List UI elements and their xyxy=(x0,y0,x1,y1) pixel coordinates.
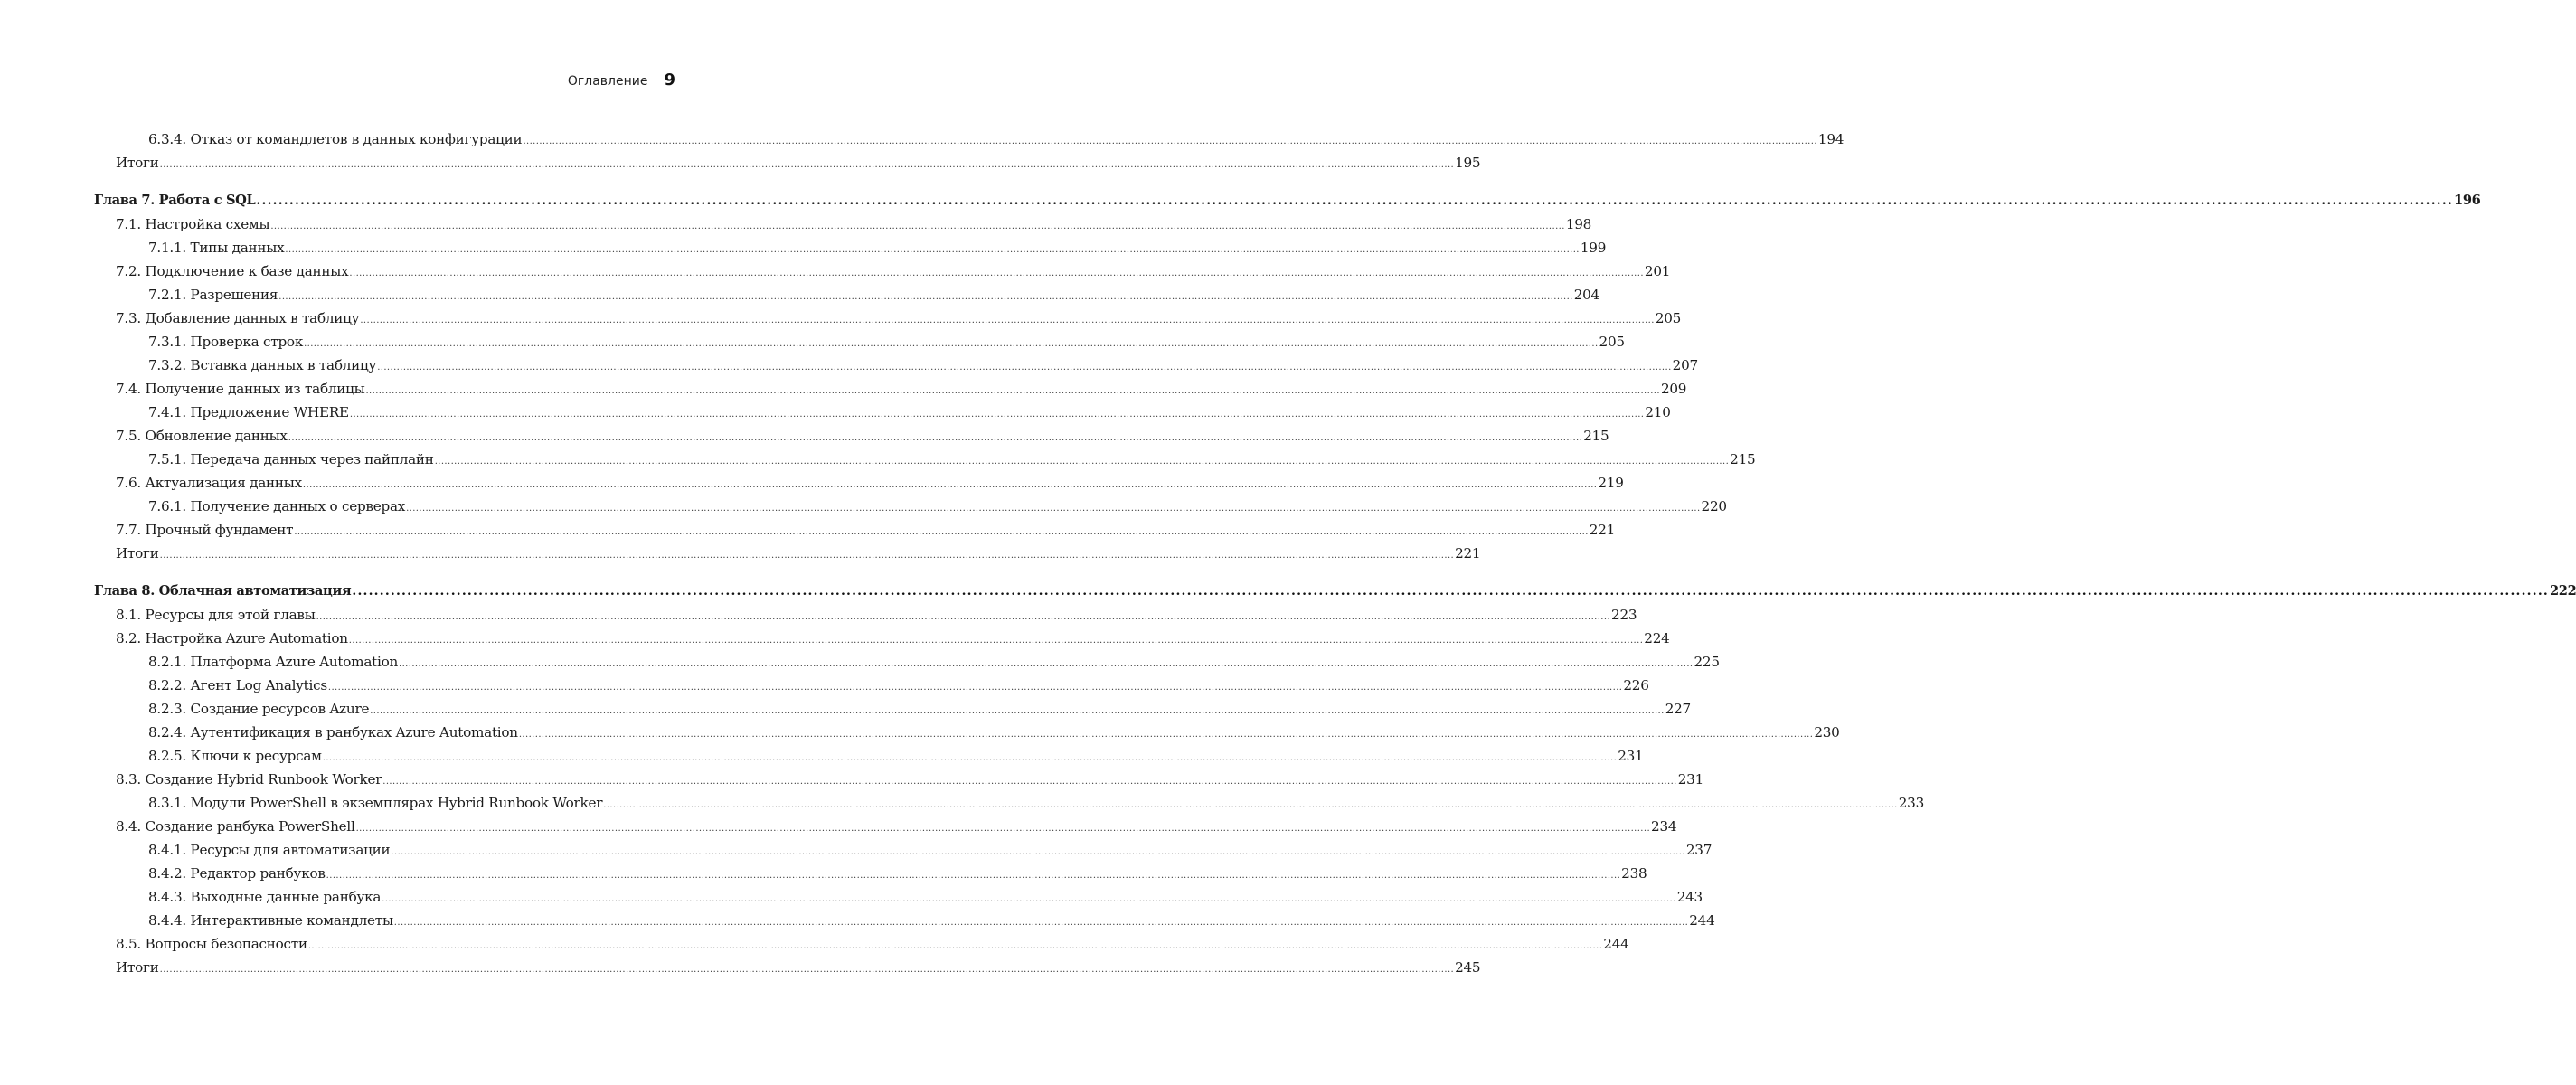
toc-entry-page: 223 xyxy=(1611,607,1637,623)
toc-entry-page: 215 xyxy=(1583,428,1609,444)
toc-entry-page: 204 xyxy=(1573,287,1599,303)
toc-entry-page: 207 xyxy=(1672,357,1698,373)
toc-entry-title: 8.2. Настройка Azure Automation xyxy=(116,630,348,646)
toc-entry[interactable] xyxy=(94,518,1616,542)
dot-leader: ................................................................................................................................................................................................................................................................................................................................................................................................................ xyxy=(382,777,1677,787)
dot-leader: ................................................................................................................................................................................................................................................................................................................................................................................................................ xyxy=(434,457,1730,467)
dot-leader: ................................................................................................................................................................................................................................................................................................................................................................................................................ xyxy=(349,410,1645,420)
dot-leader: ................................................................................................................................................................................................................................................................................................................................................................................................................ xyxy=(302,480,1598,490)
toc-entry-title: 8.4.4. Интерактивные командлеты xyxy=(148,912,393,929)
toc-entry[interactable] xyxy=(94,697,1691,721)
toc-entry[interactable] xyxy=(94,151,1481,175)
toc-entry-page: 195 xyxy=(1455,155,1481,171)
toc-entry[interactable] xyxy=(94,424,1609,448)
toc-entry-title: 7.1. Настройка схемы xyxy=(116,216,270,232)
toc-entry[interactable] xyxy=(94,401,1671,424)
dot-leader: ................................................................................................................................................................................................................................................................................................................................................................................................................ xyxy=(322,753,1618,763)
toc-entry-title: 8.4.2. Редактор ранбуков xyxy=(148,865,326,882)
toc-entry-page: 199 xyxy=(1580,240,1607,256)
toc-entry-title: 8.2.4. Аутентификация в ранбуках Azure Automation xyxy=(148,724,518,741)
toc-chapter-entry[interactable] xyxy=(94,189,2481,212)
dot-leader: ................................................................................................................................................................................................................................................................................................................................................................................................................ xyxy=(285,245,1580,255)
toc-chapter-entry[interactable] xyxy=(94,580,2576,603)
toc-entry-title: 6.3.4. Отказ от командлетов в данных конфигурации xyxy=(148,131,523,147)
toc-entry-page: 237 xyxy=(1685,842,1713,858)
toc-entry-title: 7.7. Прочный фундамент xyxy=(116,522,294,538)
toc-entry[interactable] xyxy=(94,885,1703,909)
dot-leader: ................................................................................................................................................................................................................................................................................................................................................................................................................ xyxy=(603,800,1898,810)
toc-entry-title: 7.1.1. Типы данных xyxy=(148,240,285,256)
toc-entry[interactable] xyxy=(94,862,1647,885)
toc-entry-page: 245 xyxy=(1455,959,1481,976)
toc-entry[interactable] xyxy=(94,377,1687,401)
toc-entry[interactable] xyxy=(94,307,1682,330)
toc-entry[interactable] xyxy=(94,259,1671,283)
dot-leader: ................................................................................................................................................................................................................................................................................................................................................................................................................ xyxy=(382,894,1676,904)
toc-entry-page: 231 xyxy=(1677,771,1703,788)
toc-section xyxy=(94,189,2481,565)
toc-entry[interactable] xyxy=(94,768,1703,791)
toc-entry[interactable] xyxy=(94,354,1698,377)
toc-entry-title: 7.6.1. Получение данных о серверах xyxy=(148,498,406,514)
toc-entry-page: 219 xyxy=(1598,475,1624,491)
toc-entry-title: 8.2.5. Ключи к ресурсам xyxy=(148,748,322,764)
toc-entry-page: 205 xyxy=(1599,334,1625,350)
toc-entry-page: 194 xyxy=(1817,131,1845,147)
toc-entry-page: 205 xyxy=(1655,310,1682,326)
toc-entry[interactable] xyxy=(94,791,1924,815)
dot-leader: ................................................................................................................................................................................................................................................................................................................................................................................................................ xyxy=(327,683,1623,693)
toc-entry[interactable] xyxy=(94,236,1607,259)
dot-leader: ................................................................................................................................................................................................................................................................................................................................................................................................................ xyxy=(406,504,1701,514)
toc-entry[interactable] xyxy=(94,603,1637,627)
dot-leader: ................................................................................................................................................................................................................................................................................................................................................................................................................ xyxy=(348,636,1644,646)
toc-entry[interactable] xyxy=(94,674,1649,697)
running-head-title: Оглавление xyxy=(567,74,648,89)
toc-entry-page: 220 xyxy=(1701,498,1727,514)
dot-leader: ................................................................................................................................................................................................................................................................................................................................................................................................................ xyxy=(159,965,1455,975)
page-number: 9 xyxy=(664,71,675,90)
toc-entry-page: 198 xyxy=(1565,216,1592,232)
toc-entry-page: 225 xyxy=(1694,654,1720,670)
dot-leader: ................................................................................................................................................................................................................................................................................................................................................................................................................ xyxy=(307,941,1603,951)
toc-entry-title: 7.3. Добавление данных в таблицу xyxy=(116,310,360,326)
toc-entry-page: 196 xyxy=(2454,193,2481,208)
toc-entry-title: 7.4. Получение данных из таблицы xyxy=(116,381,365,397)
dot-leader: ................................................................................................................................................................................................................................................................................................................................................................................................................ xyxy=(316,612,1611,622)
toc-section xyxy=(94,580,2576,979)
toc-entry-title: 7.6. Актуализация данных xyxy=(116,475,302,491)
toc-entry-page: 221 xyxy=(1589,522,1616,538)
toc-entry-title: 8.2.2. Агент Log Analytics xyxy=(148,677,327,693)
toc-entry-title: 7.4.1. Предложение WHERE xyxy=(148,404,349,420)
toc-entry-page: 210 xyxy=(1645,404,1671,420)
dot-leader: ................................................................................................................................................................................................................................................................................................................................................................................................................ xyxy=(349,269,1644,278)
toc-entry-title: Глава 8. Облачная автоматизация xyxy=(94,583,352,599)
toc-entry[interactable] xyxy=(94,212,1592,236)
dot-leader: ................................................................................................................................................................................................................................................................................................................................................................................................................ xyxy=(278,292,1573,302)
dot-leader: ................................................................................................................................................................................................................................................................................................................................................................................................................ xyxy=(294,527,1589,537)
toc-entry[interactable] xyxy=(94,627,1670,650)
toc-entry-page: 215 xyxy=(1730,451,1756,467)
toc-entry-title: 8.3.1. Модули PowerShell в экземплярах Hybrid Runbook Worker xyxy=(148,795,603,811)
dot-leader: ................................................................................................................................................................................................................................................................................................................................................................................................................ xyxy=(518,730,1814,740)
toc-entry-title: 7.5. Обновление данных xyxy=(116,428,288,444)
dot-leader: ................................................................................................................................................................................................................................................................................................................................................................................................................ xyxy=(304,339,1599,349)
dot-leader: ................................................................................................................................................................................................................................................................................................................................................................................................................ xyxy=(355,824,1651,834)
toc-entry[interactable] xyxy=(94,127,1845,151)
toc-entry-title: 8.4. Создание ранбука PowerShell xyxy=(116,818,355,835)
toc-entry-title: 8.3. Создание Hybrid Runbook Worker xyxy=(116,771,382,788)
toc-entry-title: Итоги xyxy=(116,545,159,561)
toc-entry-page: 226 xyxy=(1623,677,1649,693)
dot-leader: ................................................................................................................................................................................................................................................................................................................................................................................................................ xyxy=(523,137,1817,146)
toc-entry-title: Итоги xyxy=(116,155,159,171)
toc-entry[interactable] xyxy=(94,932,1629,956)
toc-entry-page: 222 xyxy=(2549,583,2576,599)
toc-entry-title: Итоги xyxy=(116,959,159,976)
toc-entry-page: 227 xyxy=(1665,701,1691,717)
toc-entry[interactable] xyxy=(94,838,1713,862)
dot-leader: ................................................................................................................................................................................................................................................................................................................................................................................................................ xyxy=(360,316,1655,326)
toc-entry[interactable] xyxy=(94,909,1715,932)
toc-section xyxy=(94,127,1845,175)
toc-entry-page: 224 xyxy=(1644,630,1670,646)
toc-entry-title: 8.1. Ресурсы для этой главы xyxy=(116,607,316,623)
table-of-contents xyxy=(94,127,2576,979)
toc-entry-title: 8.2.1. Платформа Azure Automation xyxy=(148,654,399,670)
toc-entry-page: 243 xyxy=(1676,889,1703,905)
dot-leader: ................................................................................................................................................................................................................................................................................................................................................................................................................ xyxy=(377,363,1672,373)
toc-entry[interactable] xyxy=(94,650,1720,674)
toc-entry-title: 7.2. Подключение к базе данных xyxy=(116,263,349,279)
toc-entry-title: 8.4.3. Выходные данные ранбука xyxy=(148,889,382,905)
toc-entry-page: 234 xyxy=(1651,818,1677,835)
toc-entry-title: 8.5. Вопросы безопасности xyxy=(116,936,307,952)
dot-leader: ................................................................................................................................................................................................................................................................................................................................................................................................................ xyxy=(159,160,1455,170)
toc-entry[interactable] xyxy=(94,815,1677,838)
toc-entry-page: 244 xyxy=(1689,912,1715,929)
dot-leader: ................................................................................................................................................................................................................................................................................................................................................................................................................ xyxy=(288,433,1583,443)
toc-entry[interactable] xyxy=(94,956,1481,979)
toc-entry[interactable] xyxy=(94,744,1644,768)
toc-entry-title: 7.3.1. Проверка строк xyxy=(148,334,304,350)
toc-entry[interactable] xyxy=(94,721,1840,744)
dot-leader: ................................................................................................................................................................................................................................................................................................................................................................................................................ xyxy=(352,584,2549,599)
toc-entry-page: 209 xyxy=(1660,381,1687,397)
toc-entry-page: 233 xyxy=(1898,795,1924,811)
dot-leader: ................................................................................................................................................................................................................................................................................................................................................................................................................ xyxy=(370,706,1665,716)
toc-entry-title: 8.4.1. Ресурсы для автоматизации xyxy=(148,842,391,858)
dot-leader: ................................................................................................................................................................................................................................................................................................................................................................................................................ xyxy=(391,847,1685,857)
toc-entry-page: 244 xyxy=(1603,936,1629,952)
toc-entry-title: 7.5.1. Передача данных через пайплайн xyxy=(148,451,434,467)
dot-leader: ................................................................................................................................................................................................................................................................................................................................................................................................................ xyxy=(256,193,2454,208)
toc-entry-page: 230 xyxy=(1814,724,1840,741)
dot-leader: ................................................................................................................................................................................................................................................................................................................................................................................................................ xyxy=(159,551,1455,561)
toc-entry[interactable] xyxy=(94,448,1756,471)
toc-entry-page: 201 xyxy=(1644,263,1671,279)
dot-leader: ................................................................................................................................................................................................................................................................................................................................................................................................................ xyxy=(399,659,1694,669)
dot-leader: ................................................................................................................................................................................................................................................................................................................................................................................................................ xyxy=(393,918,1689,928)
toc-entry[interactable] xyxy=(94,283,1599,307)
running-head xyxy=(568,71,675,90)
toc-entry[interactable] xyxy=(94,495,1727,518)
toc-entry[interactable] xyxy=(94,471,1624,495)
toc-entry-title: 7.3.2. Вставка данных в таблицу xyxy=(148,357,377,373)
toc-entry[interactable] xyxy=(94,542,1481,565)
toc-entry-page: 238 xyxy=(1621,865,1647,882)
toc-entry-page: 221 xyxy=(1455,545,1481,561)
toc-entry-page: 231 xyxy=(1618,748,1644,764)
dot-leader: ................................................................................................................................................................................................................................................................................................................................................................................................................ xyxy=(365,386,1660,396)
toc-entry-title: 7.2.1. Разрешения xyxy=(148,287,278,303)
dot-leader: ................................................................................................................................................................................................................................................................................................................................................................................................................ xyxy=(270,222,1565,231)
toc-entry[interactable] xyxy=(94,330,1625,354)
toc-entry-title: 8.2.3. Создание ресурсов Azure xyxy=(148,701,370,717)
toc-entry-title: Глава 7. Работа с SQL xyxy=(94,193,256,208)
dot-leader: ................................................................................................................................................................................................................................................................................................................................................................................................................ xyxy=(326,871,1621,881)
